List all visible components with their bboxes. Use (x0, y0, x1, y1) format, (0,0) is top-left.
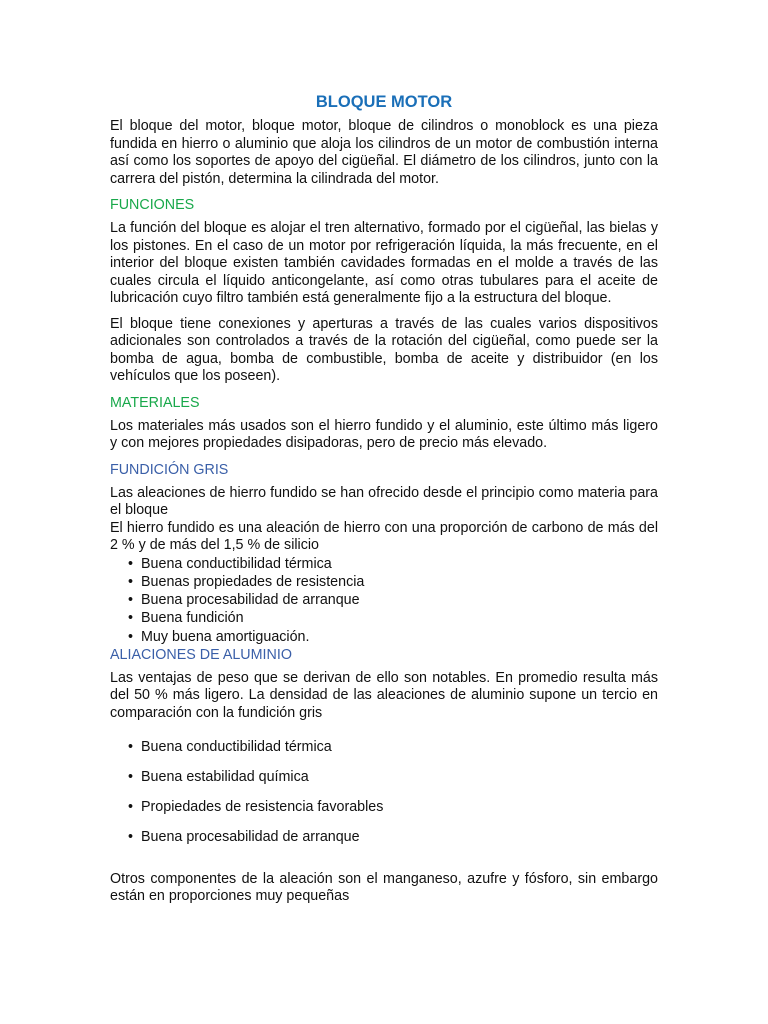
fundicion-paragraph-1: Las aleaciones de hierro fundido se han ofrecido desde el principio como materia para el bloque (110, 484, 658, 518)
list-item: • Buena conductibilidad térmica (128, 738, 658, 756)
list-item: • Buena estabilidad química (128, 768, 658, 786)
materiales-paragraph: Los materiales más usados son el hierro fundido y el aluminio, este último más ligero y con mejores propiedades disipadoras, pero de precio más elevado. (110, 417, 658, 451)
list-item: • Buena fundición (128, 609, 658, 627)
intro-paragraph: El bloque del motor, bloque motor, bloque de cilindros o monoblock es una pieza fundida en hierro o aluminio que aloja los cilindros de un motor de combustión interna así como los soportes de apoyo del cigüeñal. El diámetro de los cilindros, junto con la carrera del pistón, determina la cilindrada del motor. (110, 118, 658, 187)
materiales-heading: MATERIALES (110, 394, 200, 411)
list-item: • Buenas propiedades de resistencia (128, 573, 658, 591)
fundicion-gris-heading: FUNDICIÓN GRIS (110, 461, 229, 478)
list-item: • Buena procesabilidad de arranque (128, 828, 658, 846)
aluminio-paragraph: Las ventajas de peso que se derivan de ello son notables. En promedio resulta más del 50 % más ligero. La densidad de las aleaciones de aluminio supone un tercio en comparación con la fundición gris (110, 669, 658, 721)
funciones-heading: FUNCIONES (110, 197, 195, 213)
document-page (110, 92, 658, 914)
aluminio-heading: ALIACIONES DE ALUMINIO (110, 646, 292, 663)
list-item: • Buena procesabilidad de arranque (128, 591, 658, 609)
fundicion-paragraph-2: El hierro fundido es una aleación de hierro con una proporción de carbono de más del 2 % y de más del 1,5 % de silicio (110, 519, 658, 553)
list-item: • Buena conductibilidad térmica (128, 555, 658, 573)
funciones-paragraph-2: El bloque tiene conexiones y aperturas a través de las cuales varios dispositivos adicionales son controlados a través de la rotación del cigüeñal, como puede ser la bomba de agua, bomba de combustible, bomba de aceite y distribuidor (en los vehículos que los poseen). (110, 315, 658, 384)
aluminio-properties-list (110, 738, 658, 846)
funciones-paragraph-1: La función del bloque es alojar el tren alternativo, formado por el cigüeñal, las bielas y los pistones. En el caso de un motor por refrigeración líquida, la más frecuente, en el interior del bloque existen también cavidades formadas en el molde a través de las cuales circula el líquido anticongelante, así como otras tubulares para el aceite de lubricación cuyo filtro también está generalmente fijo a la estructura del bloque. (110, 220, 658, 306)
fundicion-properties-list (110, 555, 658, 646)
document-title: BLOQUE MOTOR (315, 93, 453, 111)
closing-paragraph: Otros componentes de la aleación son el manganeso, azufre y fósforo, sin embargo están en proporciones muy pequeñas (110, 870, 658, 905)
list-item: • Propiedades de resistencia favorables (128, 798, 658, 816)
list-item: • Muy buena amortiguación. (128, 628, 658, 646)
